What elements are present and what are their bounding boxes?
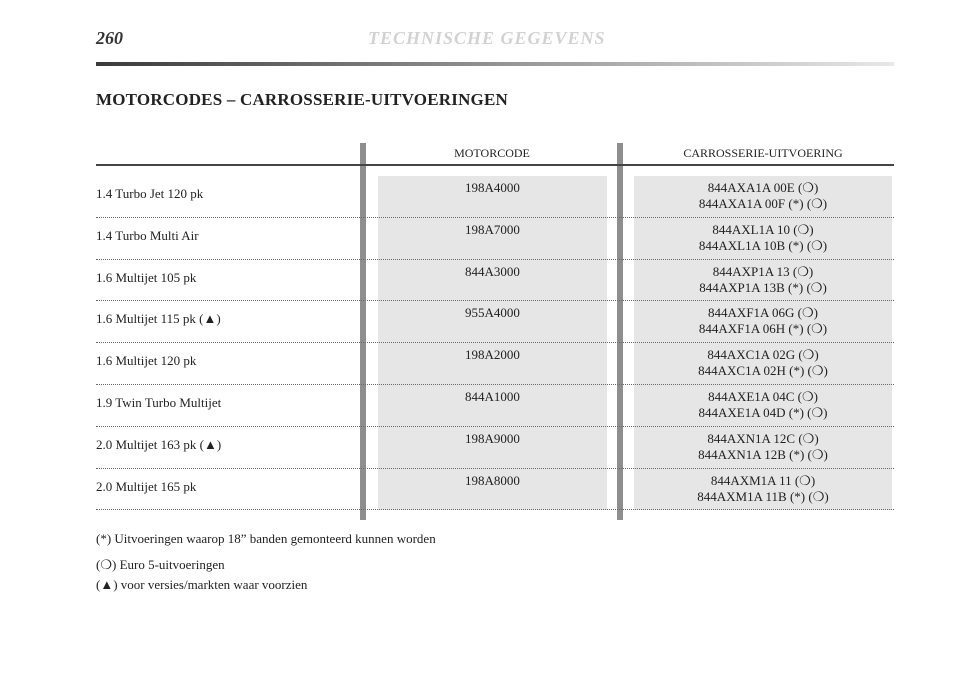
body-cell: [634, 222, 892, 254]
body-code-line: 844AXE1A 04C (❍): [708, 388, 818, 404]
motorcode-cell: 198A2000: [465, 347, 520, 363]
motorcode-cell: 955A4000: [465, 305, 520, 321]
body-code-line: 844AXM1A 11 (❍): [710, 472, 816, 488]
body-code-line: 844AXN1A 12C (❍): [707, 430, 819, 446]
table-row: [96, 469, 894, 511]
footnote-18-inch-tyres: (*) Uitvoeringen waarop 18” banden gemonteerd kunnen worden: [96, 531, 436, 546]
header-rule: [96, 62, 894, 66]
engine-cell: 1.6 Multijet 105 pk: [96, 269, 197, 285]
body-cell: [634, 431, 892, 463]
table-row: [96, 260, 894, 302]
table-row: [96, 176, 894, 218]
body-code-line: 844AXM1A 11B (*) (❍): [697, 488, 829, 504]
body-code-line: 844AXC1A 02H (*) (❍): [698, 363, 828, 379]
page-number: 260: [96, 28, 123, 48]
engine-table: [96, 176, 894, 510]
section-heading: MOTORCODES – CARROSSERIE-UITVOERINGEN: [96, 90, 508, 109]
body-code-line: 844AXL1A 10B (*) (❍): [698, 237, 828, 253]
body-code-line: 844AXA1A 00F (*) (❍): [698, 196, 828, 211]
body-code-line: 844AXF1A 06H (*) (❍): [698, 321, 828, 337]
engine-cell: 1.4 Turbo Multi Air: [96, 227, 199, 243]
motorcode-cell: 198A9000: [465, 430, 520, 446]
body-cell: [634, 180, 892, 212]
body-code-line: 844AXC1A 02G (❍): [707, 347, 819, 363]
body-code-line: 844AXL1A 10 (❍): [712, 221, 814, 237]
body-code-line: 844AXP1A 13B (*) (❍): [699, 279, 827, 295]
motorcode-cell: 198A8000: [465, 472, 520, 488]
table-row: [96, 427, 894, 469]
row-separator: [96, 509, 894, 510]
running-title: TECHNISCHE GEGEVENS: [368, 28, 606, 48]
body-code-line: 844AXF1A 06G (❍): [708, 305, 818, 321]
engine-cell: 1.4 Turbo Jet 120 pk: [96, 186, 204, 201]
column-header-motorcode: MOTORCODE: [454, 146, 530, 160]
table-row: [96, 301, 894, 343]
footnote-versions-markets: (▲) voor versies/markten waar voorzien: [96, 577, 308, 592]
engine-cell: 1.9 Twin Turbo Multijet: [96, 394, 222, 410]
body-cell: [634, 264, 892, 296]
engine-cell: 2.0 Multijet 165 pk: [96, 478, 197, 494]
body-cell: [634, 473, 892, 505]
body-code-line: 844AXP1A 13 (❍): [712, 263, 814, 279]
body-cell: [634, 389, 892, 421]
motorcode-cell: 198A4000: [465, 180, 520, 195]
body-cell: [634, 305, 892, 337]
body-cell: [634, 347, 892, 379]
engine-cell: 1.6 Multijet 115 pk (▲): [96, 311, 221, 327]
table-row: [96, 385, 894, 427]
motorcode-cell: 844A1000: [465, 388, 520, 404]
body-code-line: 844AXE1A 04D (*) (❍): [698, 404, 828, 420]
engine-cell: 2.0 Multijet 163 pk (▲): [96, 436, 222, 452]
body-code-line: 844AXN1A 12B (*) (❍): [698, 446, 828, 462]
motorcode-cell: 844A3000: [465, 263, 520, 279]
table-row: [96, 343, 894, 385]
footnote-euro5: (❍) Euro 5-uitvoeringen: [96, 557, 225, 572]
engine-cell: 1.6 Multijet 120 pk: [96, 353, 197, 369]
column-header-body: CARROSSERIE-UITVOERING: [683, 146, 843, 160]
table-row: [96, 218, 894, 260]
table-header-rule: [96, 164, 894, 166]
body-code-line: 844AXA1A 00E (❍): [707, 180, 819, 195]
motorcode-cell: 198A7000: [465, 221, 520, 237]
